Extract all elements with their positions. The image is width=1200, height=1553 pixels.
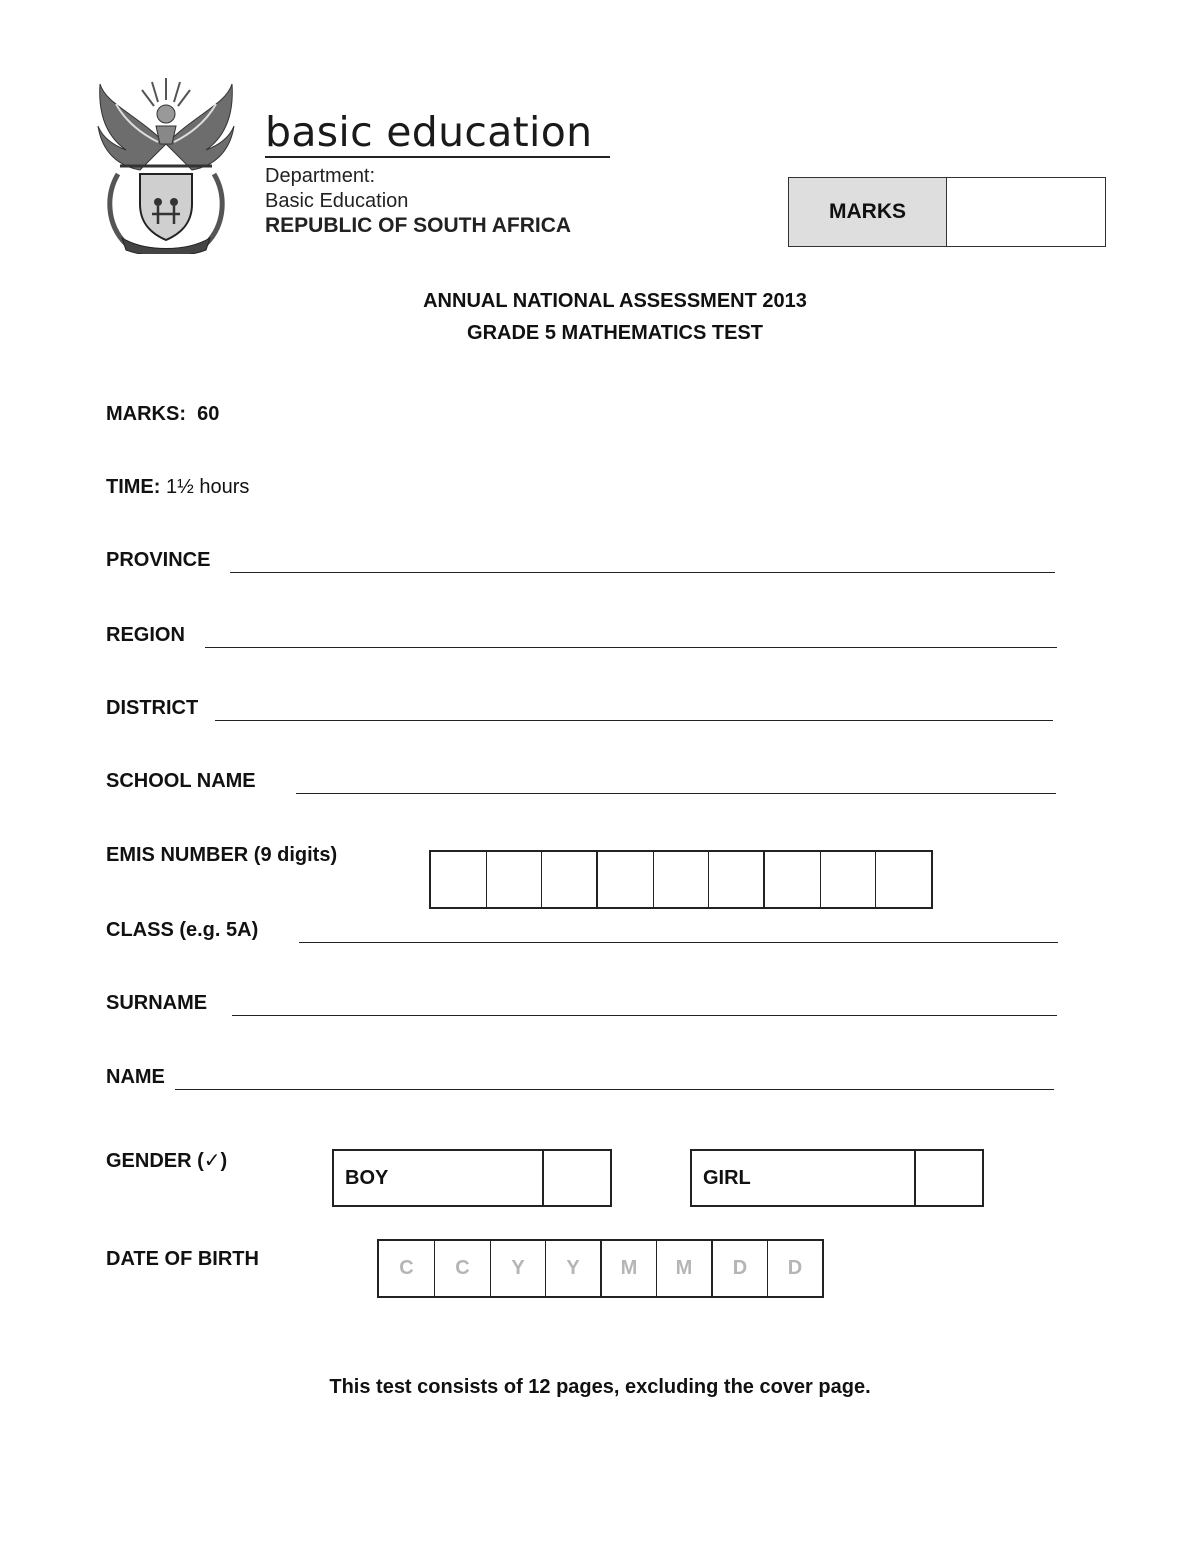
test-title: GRADE 5 MATHEMATICS TEST [467,322,763,344]
dob-digit-boxes [377,1239,824,1298]
emis-digit-box[interactable] [821,852,876,907]
surname-input-line[interactable] [232,1015,1057,1016]
total-marks-label: MARKS: [106,403,186,425]
region-label: REGION [106,624,185,646]
name-label: NAME [106,1066,165,1088]
marks-box [788,177,1106,247]
gender-label: GENDER (✓) [106,1150,228,1172]
class-label: CLASS (e.g. 5A) [106,919,259,941]
emis-digit-box[interactable] [431,852,487,907]
gender-boy-tick-box[interactable] [544,1151,610,1205]
surname-label: SURNAME [106,992,208,1014]
emis-label: EMIS NUMBER (9 digits) [106,844,338,866]
school-name-label: SCHOOL NAME [106,770,256,792]
emis-digit-box[interactable] [542,852,598,907]
class-input-line[interactable] [299,942,1058,943]
dob-day-box[interactable]: D [713,1241,768,1296]
emis-digit-box[interactable] [876,852,931,907]
province-label: PROVINCE [106,549,211,571]
gender-option-girl [690,1149,984,1207]
test-time [106,476,249,499]
marks-box-value[interactable] [947,178,1105,246]
emis-digit-box[interactable] [654,852,709,907]
emis-digit-box[interactable] [765,852,821,907]
district-input-line[interactable] [215,720,1053,721]
gender-option-boy-label: BOY [334,1151,544,1205]
dob-year-box[interactable]: Y [491,1241,546,1296]
dob-month-box[interactable]: M [602,1241,657,1296]
gender-girl-tick-box[interactable] [916,1151,982,1205]
emis-digit-boxes [429,850,933,909]
coat-of-arms-icon [96,74,236,254]
dob-century-box[interactable]: C [379,1241,435,1296]
dob-day-box[interactable]: D [787,1257,803,1279]
brand-underline [265,156,610,158]
department-name: Basic Education [265,190,409,212]
gender-option-girl-label: GIRL [692,1151,916,1205]
assessment-title: ANNUAL NATIONAL ASSESSMENT 2013 [423,290,807,312]
emis-digit-box[interactable] [598,852,654,907]
total-marks [106,403,219,426]
emis-digit-box[interactable] [487,852,542,907]
brand-title: basic education [265,108,593,156]
dob-century-box[interactable]: C [435,1241,491,1296]
emis-digit-box[interactable] [709,852,765,907]
page-count-note: This test consists of 12 pages, excluding the cover page. [329,1376,871,1398]
gender-option-boy [332,1149,612,1207]
department-label: Department: [265,165,376,187]
dob-month-box[interactable]: M [657,1241,713,1296]
region-input-line[interactable] [205,647,1057,648]
dob-year-box[interactable]: Y [546,1241,602,1296]
district-label: DISTRICT [106,697,199,719]
test-time-label: TIME: [106,476,161,498]
name-input-line[interactable] [175,1089,1054,1090]
school-name-input-line[interactable] [296,793,1056,794]
marks-box-label: MARKS [789,178,947,246]
dob-label: DATE OF BIRTH [106,1248,259,1270]
test-time-value: 1½ hours [166,476,250,498]
province-input-line[interactable] [230,572,1055,573]
total-marks-value: 60 [197,403,220,425]
country-name: REPUBLIC OF SOUTH AFRICA [265,214,572,237]
